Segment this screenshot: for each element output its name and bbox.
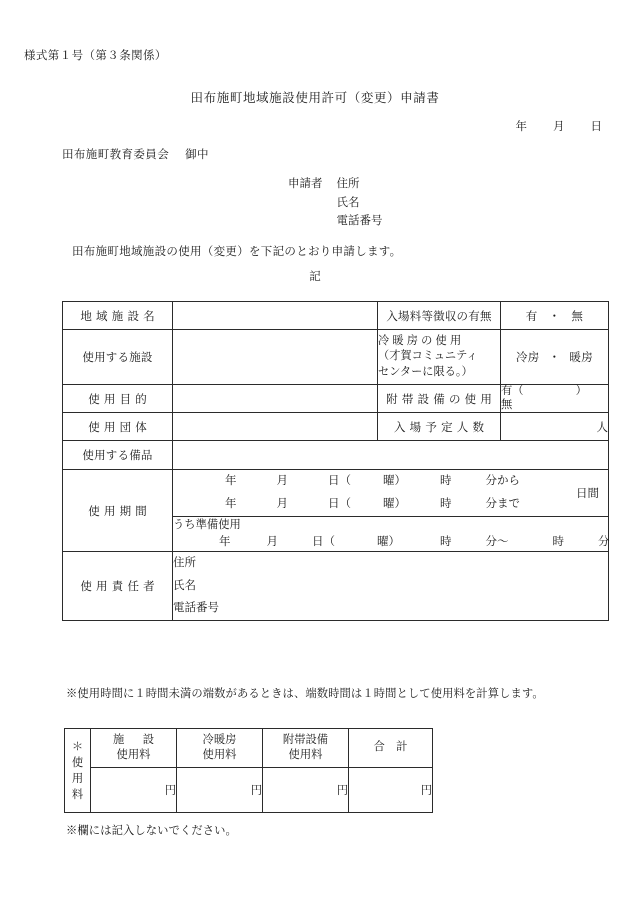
input-facility-used[interactable] <box>173 330 378 385</box>
label-auxiliary-equipment-use: 附帯設備の使用 <box>378 385 501 413</box>
start-year: 年 <box>225 475 237 487</box>
table-row-purpose <box>63 385 609 413</box>
fee-side-char-3: 料 <box>71 788 84 801</box>
note-no-entry: ※欄には記入しないでください。 <box>66 825 237 837</box>
prep-month: 月 <box>266 536 278 548</box>
end-year: 年 <box>225 498 237 510</box>
choice-yes[interactable]: 有 <box>525 310 538 323</box>
responsible-phone-label: 電話番号 <box>173 602 219 614</box>
table-row-facility-name <box>63 302 609 330</box>
label-equipment: 使用する備品 <box>63 441 173 470</box>
choice-separator: ・ <box>548 352 561 364</box>
prep-year: 年 <box>219 536 231 548</box>
end-minute: 分まで <box>485 498 520 510</box>
submission-date-line <box>516 118 603 134</box>
period-end-line[interactable] <box>173 493 608 516</box>
input-ac-fee[interactable] <box>177 768 263 813</box>
preparation-label: うち準備使用 <box>173 519 241 531</box>
ki-marker: 記 <box>309 271 321 283</box>
ac-label-line1: 冷暖房の使用 <box>378 334 465 347</box>
choice-admission-fee[interactable] <box>501 302 609 330</box>
fee-table-value-row <box>65 768 433 813</box>
page-title: 田布施町地域施設使用許可（変更）申請書 <box>190 91 440 105</box>
addressee <box>62 146 209 162</box>
responsible-name-label: 氏名 <box>173 579 196 592</box>
table-row-period-main <box>63 470 609 517</box>
fee-side-char-1: 使 <box>71 756 84 769</box>
header-auxiliary-fee: 附帯設備 使用料 <box>263 729 349 768</box>
prep-hour-end: 時 <box>552 536 564 548</box>
prep-minute-from: 分～ <box>485 536 509 548</box>
prep-day: 日（ <box>312 536 335 548</box>
attendance-unit: 人 <box>596 421 608 434</box>
auxiliary-fee-unit: 円 <box>336 785 348 797</box>
label-expected-attendance: 入場予定人数 <box>378 413 501 441</box>
choice-no[interactable]: 無 <box>571 310 584 323</box>
input-auxiliary-fee[interactable] <box>263 768 349 813</box>
header-facility-fee: 施 設 使用料 <box>91 729 177 768</box>
header-ac-fee: 冷暖房 使用料 <box>177 729 263 768</box>
application-statement: 田布施町地域施設の使用（変更）を下記のとおり申請します。 <box>72 246 402 258</box>
note-rounding: ※使用時間に１時間未満の端数があるときは、端数時間は１時間として使用料を計算します。 <box>66 688 544 700</box>
label-responsible-person: 使用責任者 <box>63 552 173 621</box>
label-purpose: 使用目的 <box>63 385 173 413</box>
start-hour: 時 <box>440 475 452 487</box>
choice-cooling[interactable]: 冷房 <box>515 352 540 364</box>
prep-minute-end: 分 <box>598 536 610 548</box>
input-facility-name[interactable] <box>173 302 378 330</box>
fee-side-char-2: 用 <box>71 772 84 785</box>
input-total-fee[interactable] <box>349 768 433 813</box>
end-hour: 時 <box>440 498 452 510</box>
preparation-date-line[interactable] <box>173 534 608 551</box>
end-day: 日（ <box>328 498 351 510</box>
fee-table-header-row <box>65 729 433 768</box>
choice-air-conditioning[interactable] <box>501 330 609 385</box>
facility-fee-unit: 円 <box>164 785 176 797</box>
choice-auxiliary-equipment[interactable] <box>501 385 609 413</box>
choice-separator: ・ <box>548 310 561 323</box>
label-admission-fee-collection: 入場料等徴収の有無 <box>378 302 501 330</box>
applicant-address-label: 住所 <box>336 178 360 190</box>
applicant-fields <box>337 175 383 231</box>
table-row-facility-used <box>63 330 609 385</box>
fee-side-char-0: ＊ <box>71 740 84 753</box>
addressee-name: 田布施町教育委員会 <box>62 149 170 161</box>
prep-weekday: 曜） <box>377 536 400 548</box>
ac-fee-unit: 円 <box>250 785 262 797</box>
application-details-table <box>62 301 609 621</box>
start-month: 月 <box>276 475 288 487</box>
label-period: 使用期間 <box>63 470 173 552</box>
label-group: 使用団体 <box>63 413 173 441</box>
total-fee-unit: 円 <box>420 785 432 797</box>
date-day-label: 日 <box>590 121 602 133</box>
table-row-responsible-person <box>63 552 609 621</box>
start-minute: 分から <box>485 475 520 487</box>
table-row-equipment <box>63 441 609 470</box>
input-preparation-period[interactable] <box>173 517 609 552</box>
applicant-label: 申請者 <box>288 178 323 190</box>
input-equipment[interactable] <box>173 441 609 470</box>
input-facility-fee[interactable] <box>91 768 177 813</box>
applicant-block <box>288 175 383 231</box>
end-month: 月 <box>276 498 288 510</box>
aux-yes-close: ） <box>575 385 587 397</box>
input-expected-attendance[interactable] <box>501 413 609 441</box>
ac-label-line2: （才賀コミュニティ <box>378 350 478 363</box>
label-air-conditioning-use <box>378 330 501 385</box>
applicant-phone-label: 電話番号 <box>336 215 383 227</box>
responsible-address-label: 住所 <box>173 557 196 569</box>
input-period-dates[interactable] <box>173 470 609 517</box>
input-group[interactable] <box>173 413 378 441</box>
addressee-honorific: 御中 <box>185 149 209 161</box>
date-month-label: 月 <box>553 121 565 133</box>
period-days-unit: 日間 <box>576 488 599 500</box>
form-number: 様式第１号（第３条関係） <box>24 50 167 62</box>
date-year-label: 年 <box>515 121 527 133</box>
fee-table <box>64 728 433 813</box>
choice-heating[interactable]: 暖房 <box>569 352 594 364</box>
label-fee-vertical <box>65 729 91 813</box>
input-purpose[interactable] <box>173 385 378 413</box>
input-responsible-person[interactable] <box>173 552 609 621</box>
aux-no-row[interactable]: 無 <box>501 398 513 411</box>
end-weekday: 曜） <box>383 498 406 510</box>
start-day: 日（ <box>328 475 351 487</box>
table-row-group <box>63 413 609 441</box>
label-facility-name: 地域施設名 <box>63 302 173 330</box>
ac-label-line3: センターに限る。） <box>378 365 473 378</box>
aux-yes-row[interactable] <box>501 385 608 399</box>
label-facility-used: 使用する施設 <box>63 330 173 385</box>
applicant-name-label: 氏名 <box>336 196 360 209</box>
aux-yes-open: 有（ <box>501 385 524 397</box>
header-total-fee: 合 計 <box>349 729 433 768</box>
prep-hour: 時 <box>440 536 452 548</box>
period-start-line[interactable] <box>173 470 608 493</box>
start-weekday: 曜） <box>383 475 406 487</box>
